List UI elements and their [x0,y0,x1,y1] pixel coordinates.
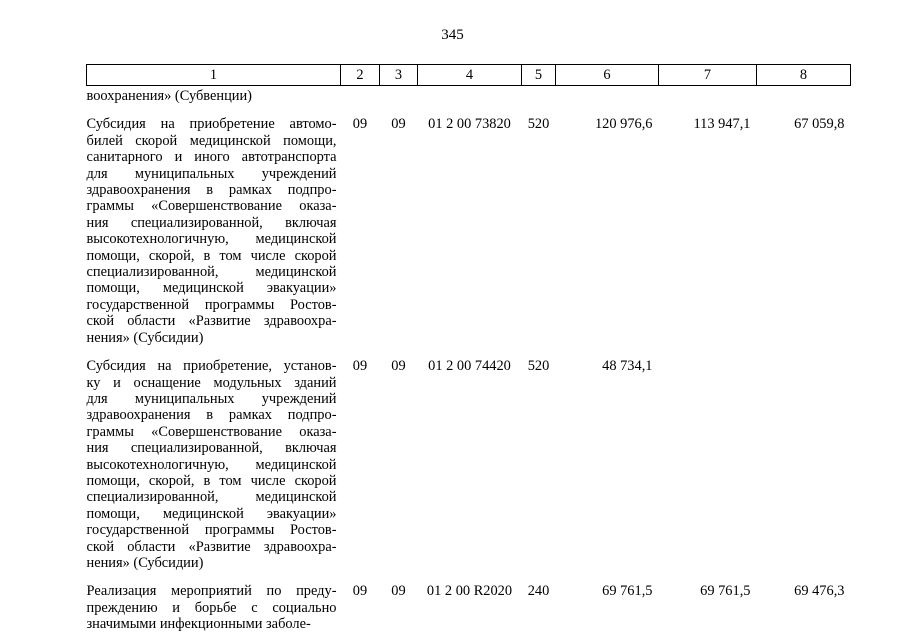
description-line: Реализация мероприятий по преду- [86,583,337,600]
target-article-code: 01 2 00 74420 [428,358,511,375]
description-line: для муниципальных учреждений [86,390,337,407]
row-spacer [87,346,851,358]
expense-type-code: 240 [527,583,550,600]
subsection-code: 09 [391,583,406,600]
row-spacer [87,571,851,583]
description-line: ния специализированной, включая [86,440,337,457]
target-article-code: 01 2 00 73820 [428,116,511,133]
amount-year-2: 113 947,1 [693,116,751,133]
section-code: 09 [352,116,368,133]
description-line: государственной программы Ростов- [86,296,337,313]
continuation-text: воохранения» (Субвенции) [86,88,252,104]
description-line: нения» (Субсидии) [86,554,204,571]
description-line: билей скорой медицинской помощи, [86,132,337,149]
description-line: санитарного и иного автотранспорта [86,149,337,166]
description-line: для муниципальных учреждений [86,165,337,182]
column-header: 8 [757,65,851,86]
row-description [87,116,341,346]
description-line: ку и оснащение модульных зданий [86,374,337,391]
description-line: специализированной, медицинской [86,264,337,281]
section-code: 09 [352,583,368,600]
description-line: специализированной, медицинской [86,489,337,506]
amount-year-2 [659,358,757,571]
table-row [87,358,851,571]
column-header: 5 [522,65,556,86]
description-line: Субсидия на приобретение, установ- [86,358,337,375]
description-line: помощи, медицинской эвакуации» [86,505,337,522]
amount-year-3 [757,358,851,571]
description-line: государственной программы Ростов- [86,522,337,539]
column-header: 4 [418,65,522,86]
subsection-code: 09 [391,116,406,133]
budget-table [86,64,851,633]
expense-type-code: 520 [527,116,550,133]
row-description [87,358,341,571]
row-spacer [87,104,851,116]
description-line: здравоохранения в рамках подпро- [86,407,337,424]
row-description [87,583,341,632]
continuation-row [87,86,851,105]
amount-year-3: 69 476,3 [794,583,845,600]
column-header: 3 [380,65,418,86]
amount-year-1: 48 734,1 [602,358,653,375]
table-row [87,116,851,346]
description-line: ской области «Развитие здравоохра- [86,538,337,555]
header-row [87,65,851,86]
column-header: 7 [659,65,757,86]
description-line: нения» (Субсидии) [86,329,204,346]
description-line: Субсидия на приобретение автомо- [86,116,337,133]
description-line: ния специализированной, включая [86,214,337,231]
description-line: помощи, скорой, в том числе скорой [86,472,337,489]
amount-year-1: 120 976,6 [594,116,653,133]
description-line: значимыми инфекционными заболе- [86,616,311,633]
table-row [87,583,851,632]
description-line: граммы «Совершенствование оказа- [86,423,337,440]
column-header: 6 [556,65,659,86]
description-line: помощи, медицинской эвакуации» [86,280,337,297]
section-code: 09 [352,358,368,375]
column-header: 2 [341,65,380,86]
amount-year-3: 67 059,8 [794,116,845,133]
description-line: ской области «Развитие здравоохра- [86,313,337,330]
description-line: здравоохранения в рамках подпро- [86,182,337,199]
description-line: граммы «Совершенствование оказа- [86,198,337,215]
column-header: 1 [87,65,341,86]
description-line: высокотехнологичную, медицинской [86,231,337,248]
description-line: помощи, скорой, в том числе скорой [86,247,337,264]
description-line: высокотехнологичную, медицинской [86,456,337,473]
expense-type-code: 520 [527,358,550,375]
page-number: 345 [441,27,464,43]
description-line: преждению и борьбе с социально [86,599,337,616]
amount-year-1: 69 761,5 [602,583,653,600]
target-article-code: 01 2 00 R2020 [426,583,513,600]
amount-year-2: 69 761,5 [700,583,751,600]
subsection-code: 09 [391,358,406,375]
